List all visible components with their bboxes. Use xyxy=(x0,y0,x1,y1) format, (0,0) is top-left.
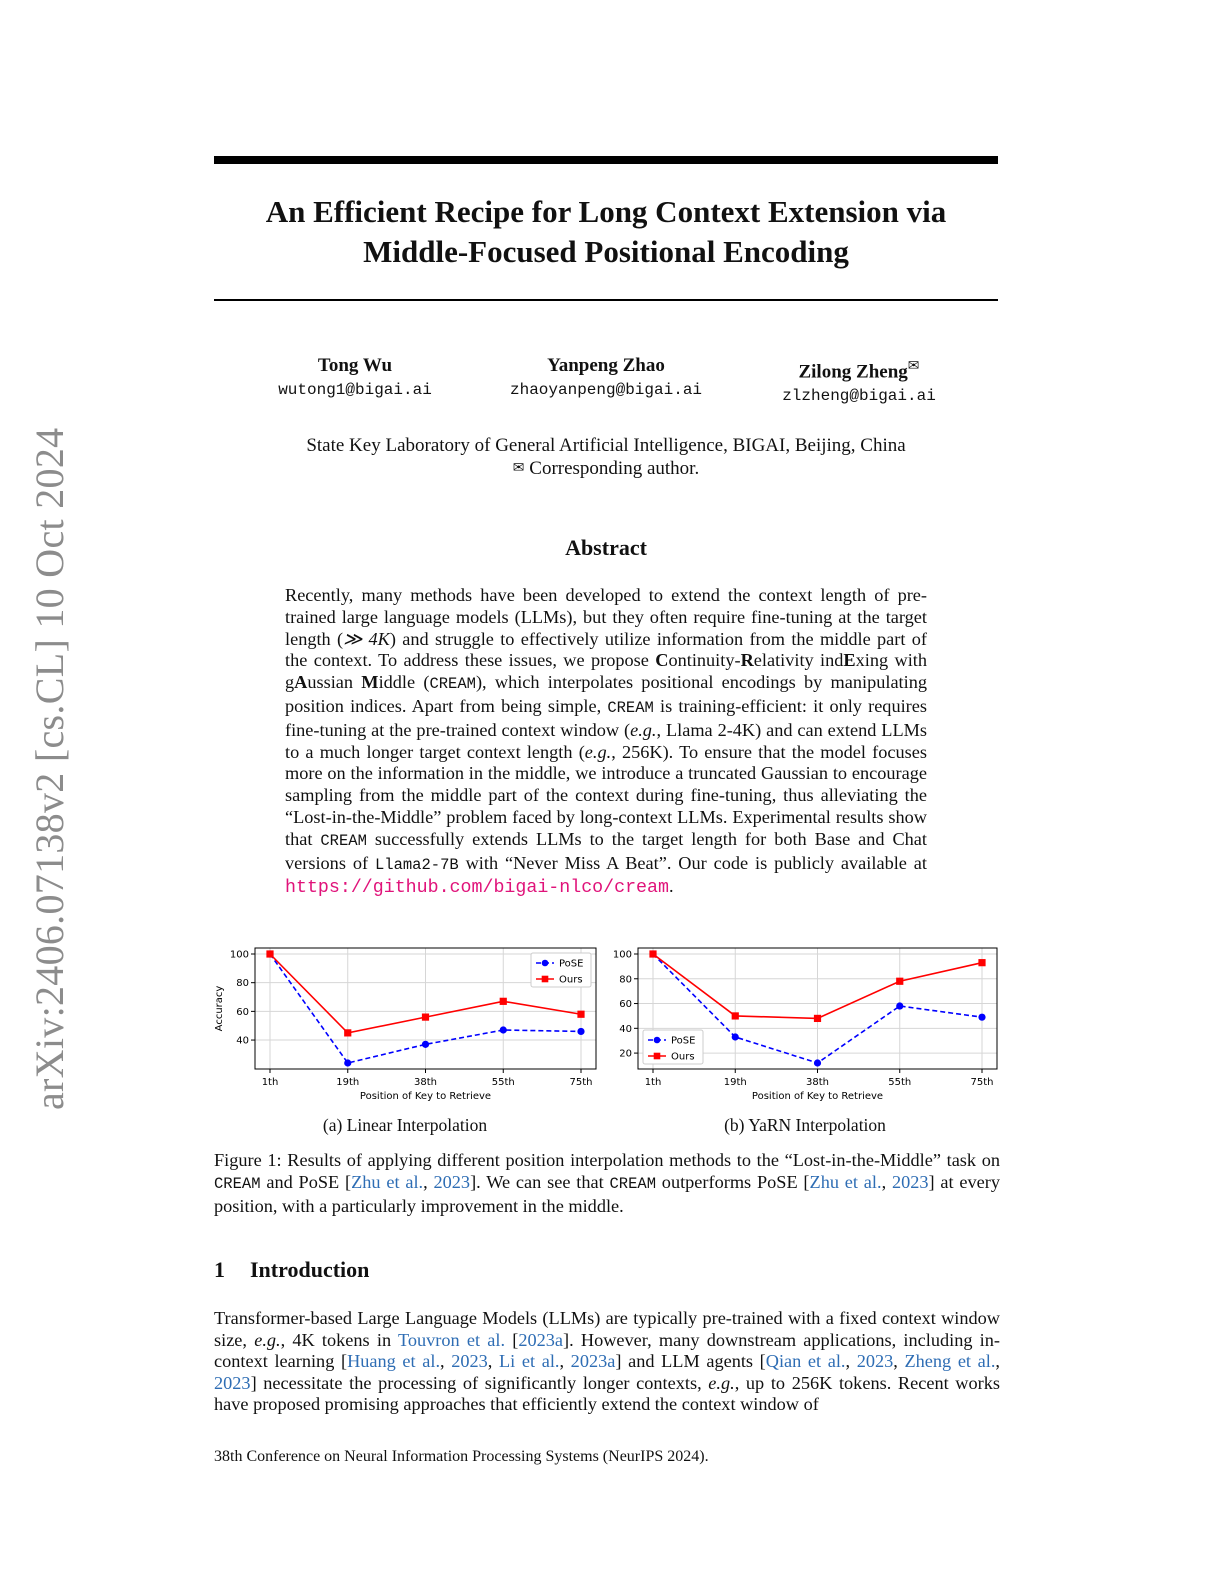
envelope-icon: ✉ xyxy=(907,358,920,374)
subcaption-b: (b) YaRN Interpolation xyxy=(724,1115,886,1135)
section-heading-introduction xyxy=(214,1257,369,1283)
point-pose xyxy=(344,1059,351,1066)
point-ours xyxy=(896,978,903,985)
citation-link[interactable]: Zhu et al. xyxy=(809,1172,882,1192)
model-name: Llama2-7B xyxy=(374,855,459,874)
x-tick-label: 19th xyxy=(336,1077,360,1088)
legend-marker xyxy=(654,1053,661,1060)
legend-label: PoSE xyxy=(671,1035,696,1047)
point-pose xyxy=(978,1014,985,1021)
point-ours xyxy=(500,998,507,1005)
envelope-icon: ✉ xyxy=(512,460,525,476)
abstract-heading: Abstract xyxy=(565,535,647,560)
x-tick-label: 19th xyxy=(723,1077,747,1088)
legend-label: PoSE xyxy=(559,958,584,970)
conference-footnote: 38th Conference on Neural Information Processing Systems (NeurIPS 2024). xyxy=(214,1448,709,1465)
method-name: CREAM xyxy=(429,675,476,694)
x-tick-label: 75th xyxy=(970,1077,994,1088)
affiliation xyxy=(214,434,998,480)
point-ours xyxy=(266,950,273,957)
citation-link[interactable]: Li et al. xyxy=(499,1351,560,1372)
arxiv-stamp: arXiv:2406.07138v2 [cs.CL] 10 Oct 2024 xyxy=(27,427,72,1110)
citation-link[interactable]: Touvron et al. xyxy=(397,1329,506,1350)
author-name: Yanpeng Zhao xyxy=(547,355,665,376)
x-tick-label: 55th xyxy=(491,1077,515,1088)
method-name: CREAM xyxy=(320,831,367,850)
corresponding-note: ✉ Corresponding author. xyxy=(512,458,700,479)
point-ours xyxy=(577,1011,584,1018)
citation-link[interactable]: 2023 xyxy=(214,1372,251,1393)
y-tick-label: 40 xyxy=(619,1023,632,1035)
title-line-2: Middle-Focused Positional Encoding xyxy=(363,234,849,269)
author-email[interactable]: zhaoyanpeng@bigai.ai xyxy=(509,381,703,399)
author-email[interactable]: zlzheng@bigai.ai xyxy=(782,387,936,406)
chart-yarn-interpolation xyxy=(606,942,1002,1110)
point-pose xyxy=(896,1002,903,1009)
x-axis-label: Position of Key to Retrieve xyxy=(359,1091,492,1102)
point-pose xyxy=(814,1059,821,1066)
code-url-link[interactable]: https://github.com/bigai-nlco/cream xyxy=(285,878,669,899)
x-tick-label: 38th xyxy=(806,1077,829,1088)
y-tick-label: 100 xyxy=(612,949,632,961)
point-ours xyxy=(732,1012,739,1019)
chart-linear-interpolation xyxy=(212,942,602,1110)
y-tick-label: 40 xyxy=(236,1035,249,1047)
figure-caption: Figure 1: Results of applying different position interpolation methods to the “Lost-in-the-Middle” task on CREAM and PoSE [Zhu et al., 2023]. We can see that CREAM outperforms PoSE [Zhu et al., 2023] at every position, with a particularly improvement in the middle. xyxy=(214,1150,1001,1216)
citation-link[interactable]: 2023 xyxy=(451,1351,488,1372)
point-pose xyxy=(422,1041,429,1048)
point-pose xyxy=(732,1033,739,1040)
title-line-1: An Efficient Recipe for Long Context Extension via xyxy=(265,194,947,229)
citation-link[interactable]: 2023 xyxy=(891,1172,929,1192)
title-rule-bottom xyxy=(214,299,998,301)
abstract-body: Recently, many methods have been developed to extend the context length of pre-trained large language models (LLMs), but they often require fine-tuning at the target length (≫ 4K) and struggle to effectively utilize information from the middle part of the context. To address these issues, we propose Continuity-Relativity indExing with gAussian Middle (CREAM), which interpolates positional encodings by manipulating position indices. Apart from being simple, CREAM is training-efficient: it only requires fine-tuning at the pre-trained context window (e.g., Llama 2-4K) and can extend LLMs to a much longer target context length (e.g., 256K). To ensure that the model focuses more on the information in the middle, we introduce a truncated Gaussian to encourage sampling from the middle part of the context during fine-tuning, thus alleviating the “Lost-in-the-Middle” problem faced by long-context LLMs. Experimental results show that CREAM successfully extends LLMs to the target length for both Base and Chat versions of Llama2-7B with “Never Miss A Beat”. Our code is publicly available at https://github.com/bigai-nlco/cream. xyxy=(285,585,928,899)
introduction-body: Transformer-based Large Language Models (LLMs) are typically pre-trained with a fixed context window size, e.g., 4K tokens in Touvron et al. [2023a]. However, many downstream applications, including in-context learning [Huang et al., 2023, Li et al., 2023a] and LLM agents [Qian et al., 2023, Zheng et al., 2023] necessitate the processing of significantly longer contexts, e.g., up to 256K tokens. Recent works have proposed promising approaches that efficiently extend the context window of xyxy=(214,1308,1000,1415)
paper-title xyxy=(214,192,998,272)
point-ours xyxy=(649,950,656,957)
point-ours xyxy=(422,1014,429,1021)
author-name: Tong Wu xyxy=(317,355,393,376)
citation-link[interactable]: 2023a xyxy=(570,1351,616,1372)
x-tick-label: 1th xyxy=(261,1077,279,1088)
citation-link[interactable]: Zhu et al. xyxy=(351,1172,424,1192)
x-axis-label: Position of Key to Retrieve xyxy=(751,1091,884,1102)
author-1 xyxy=(255,354,455,402)
x-tick-label: 38th xyxy=(414,1077,437,1088)
legend-marker xyxy=(542,960,549,967)
y-tick-label: 60 xyxy=(619,999,632,1011)
y-tick-label: 100 xyxy=(229,949,249,961)
x-tick-label: 1th xyxy=(644,1077,662,1088)
point-pose xyxy=(500,1026,507,1033)
author-3 xyxy=(756,354,962,408)
section-number: 1 xyxy=(214,1257,225,1282)
citation-link[interactable]: 2023 xyxy=(433,1172,471,1192)
citation-link[interactable]: Qian et al. xyxy=(765,1351,846,1372)
y-tick-label: 20 xyxy=(619,1048,632,1060)
point-ours xyxy=(978,959,985,966)
legend-label: Ours xyxy=(671,1051,695,1063)
y-tick-label: 80 xyxy=(236,978,249,990)
point-ours xyxy=(344,1029,351,1036)
subcaption-a: (a) Linear Interpolation xyxy=(322,1115,488,1135)
legend-label: Ours xyxy=(559,974,583,986)
citation-link[interactable]: 2023 xyxy=(856,1351,894,1372)
y-tick-label: 60 xyxy=(236,1006,249,1018)
citation-link[interactable]: 2023a xyxy=(518,1329,564,1350)
legend-marker xyxy=(542,976,549,983)
citation-link[interactable]: Zheng et al. xyxy=(904,1351,996,1372)
affiliation-text: State Key Laboratory of General Artificial Intelligence, BIGAI, Beijing, China xyxy=(306,435,906,456)
author-name: Zilong Zheng✉ xyxy=(798,358,920,383)
section-title: Introduction xyxy=(250,1257,370,1282)
author-email[interactable]: wutong1@bigai.ai xyxy=(278,381,432,399)
point-pose xyxy=(577,1028,584,1035)
title-rule-top xyxy=(214,156,998,164)
method-name: CREAM xyxy=(607,698,654,717)
x-tick-label: 75th xyxy=(569,1077,593,1088)
x-tick-label: 55th xyxy=(888,1077,912,1088)
y-tick-label: 80 xyxy=(619,974,632,986)
author-2 xyxy=(486,354,726,402)
y-axis-label: Accuracy xyxy=(214,985,225,1032)
legend-marker xyxy=(654,1037,661,1044)
point-ours xyxy=(814,1015,821,1022)
math-expression: ≫ 4K xyxy=(343,628,390,649)
citation-link[interactable]: Huang et al. xyxy=(347,1351,441,1372)
